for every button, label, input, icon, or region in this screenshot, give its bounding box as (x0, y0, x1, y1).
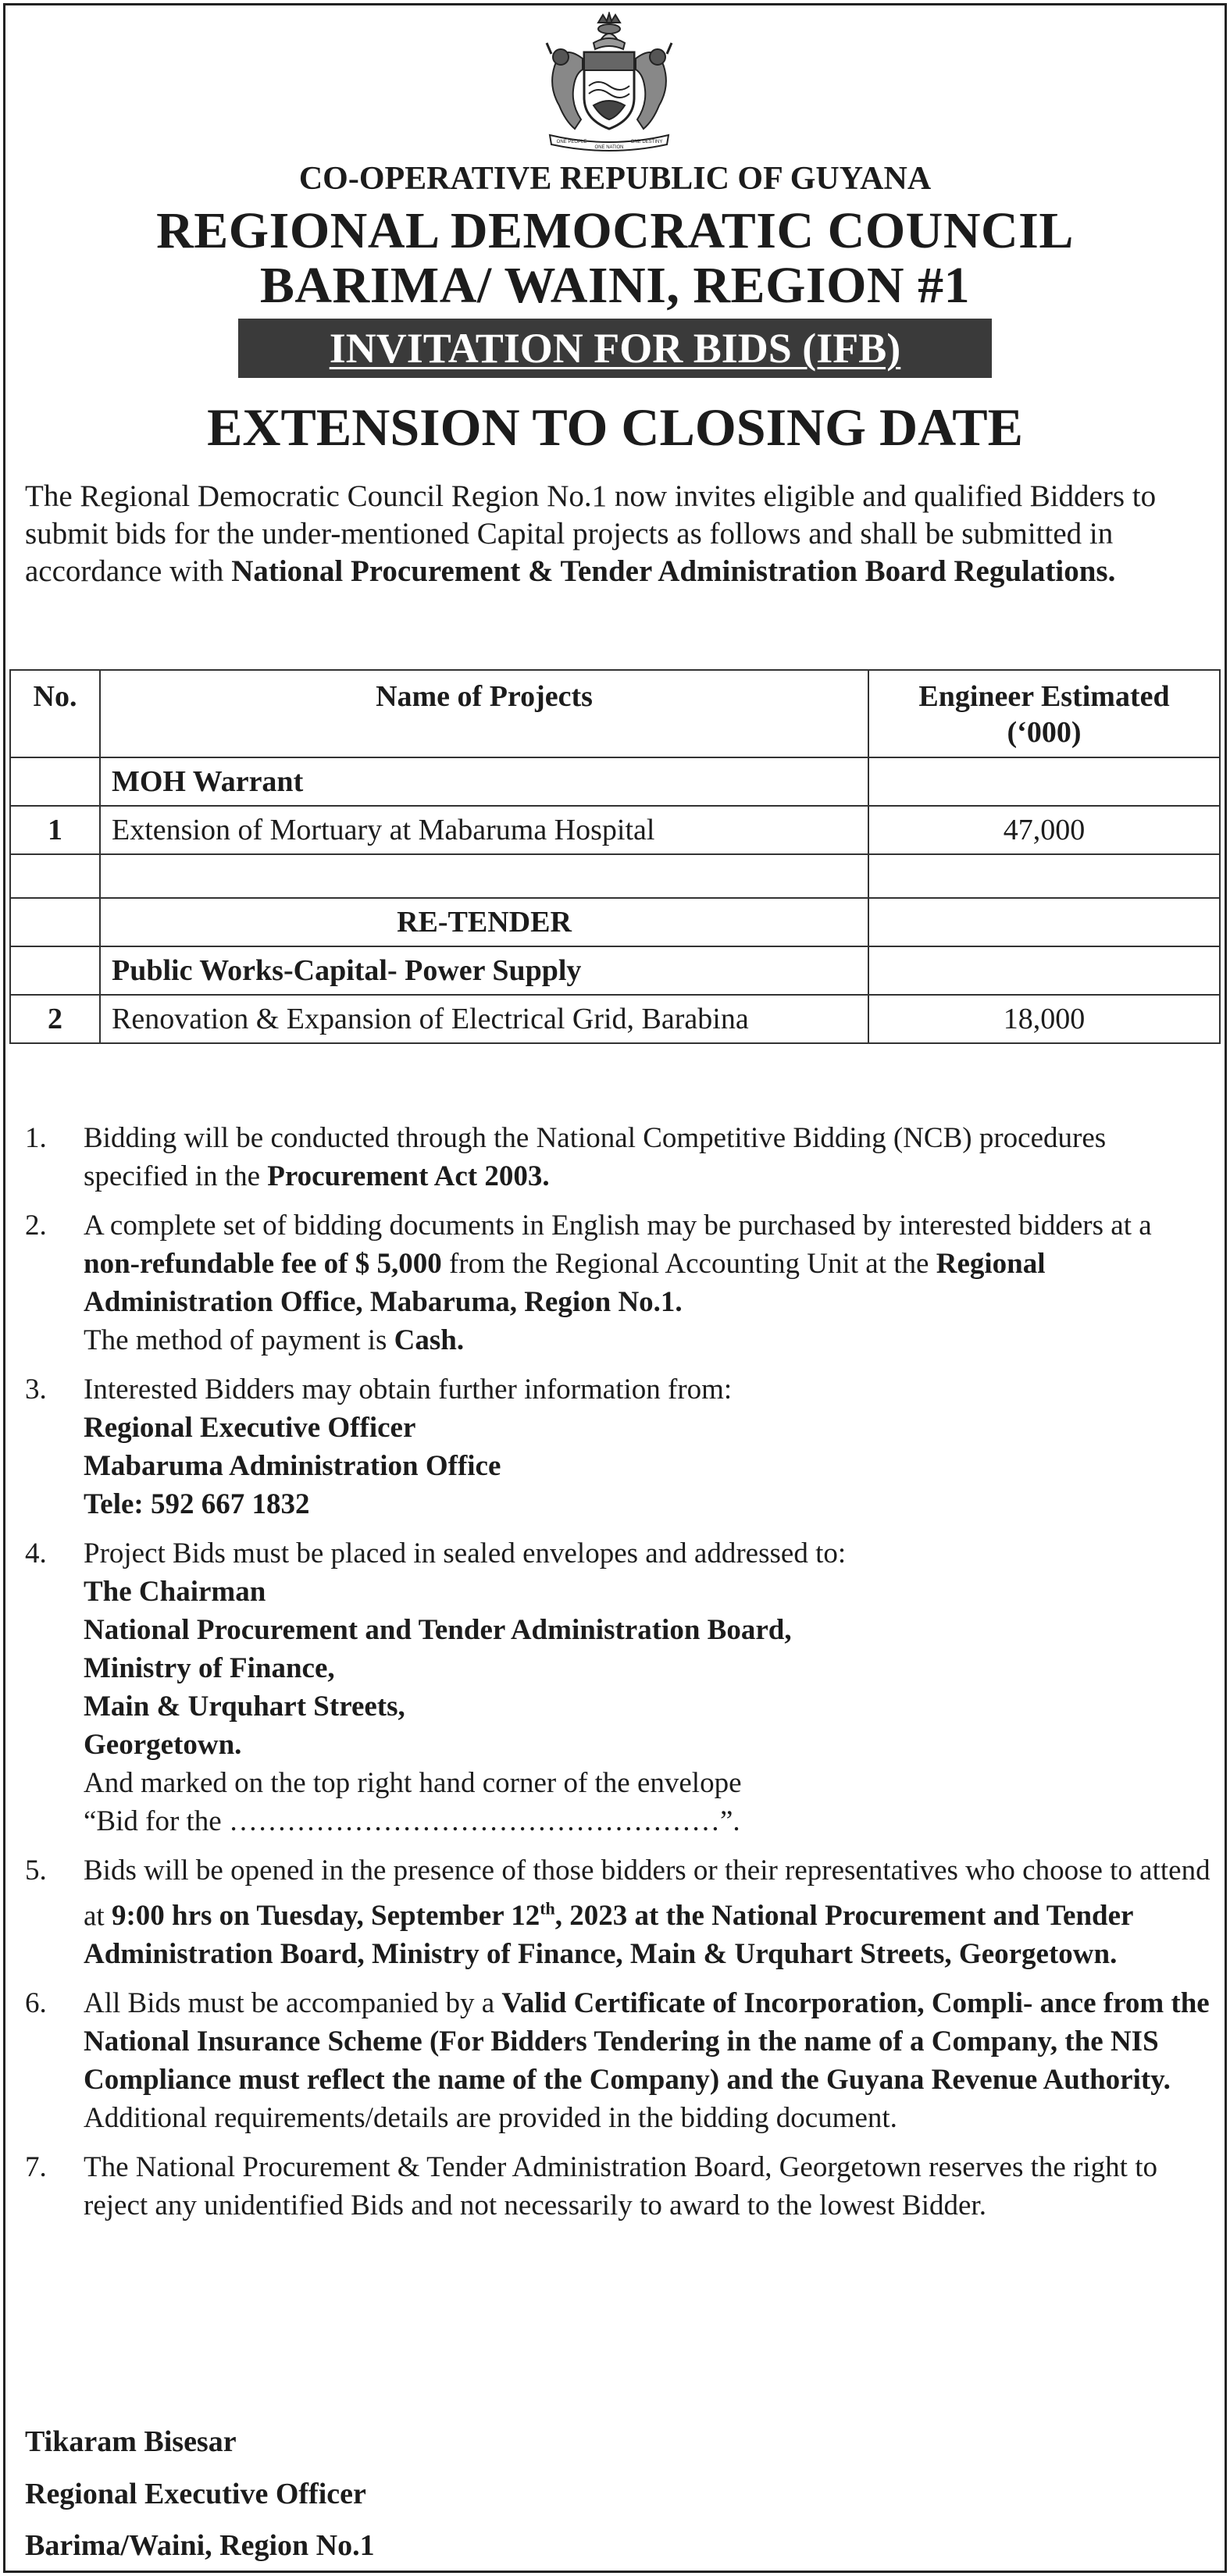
extension-heading: EXTENSION TO CLOSING DATE (207, 397, 1023, 457)
list-item (25, 1984, 1212, 2137)
header-name: Name of Projects (100, 670, 868, 757)
table-row (10, 946, 1220, 995)
item2-fee: non-refundable fee of $ 5,000 (84, 1248, 442, 1280)
projects-table (9, 669, 1221, 1044)
item-number: 3. (25, 1374, 47, 1406)
item5-text-a: Bids will be opened in the presence of those bidders or their representatives who choose to attend at (84, 1855, 1210, 1933)
row1-no: 1 (10, 806, 100, 854)
table-row (10, 995, 1220, 1043)
item3-line1: Regional Executive Officer (84, 1412, 416, 1444)
row2-estimate: 18,000 (868, 995, 1220, 1043)
table-cell (868, 757, 1220, 806)
table-row (10, 898, 1220, 946)
header-estimate-line2: (‘000) (1007, 716, 1082, 749)
signatory-name: Tikaram Bisesar (25, 2425, 237, 2458)
motto-center: ONE NATION (594, 145, 624, 150)
item-number: 6. (25, 1987, 47, 2020)
table-cell (100, 854, 868, 898)
item2-cash: Cash. (394, 1324, 465, 1356)
table-cell (868, 946, 1220, 995)
item7-text: The National Procurement & Tender Administration Board, Georgetown reserves the right to reject any unidentified Bids and not necessarily to award to the lowest Bidder. (84, 2151, 1157, 2222)
list-item (25, 1851, 1212, 1973)
table-cell (10, 946, 100, 995)
item4-text3: “Bid for the ……………………………………………”. (84, 1805, 740, 1837)
item4-line3: Ministry of Finance, (84, 1652, 335, 1684)
item1-text: Bidding will be conducted through the National Competitive Bidding (NCB) procedures specified in the (84, 1122, 1107, 1192)
item4-text2: And marked on the top right hand corner of the envelope (84, 1767, 742, 1799)
coat-of-arms-emblem (531, 12, 687, 152)
item3-line3: Tele: 592 667 1832 (84, 1488, 310, 1520)
terms-list (25, 1119, 1212, 2236)
intro-bold: National Procurement & Tender Administration Board Regulations. (231, 554, 1116, 588)
row1-estimate: 47,000 (868, 806, 1220, 854)
item-number: 5. (25, 1855, 47, 1887)
item4-line1: The Chairman (84, 1576, 266, 1608)
header-estimate (868, 670, 1220, 757)
motto-left: ONE PEOPLE (556, 140, 587, 144)
table-cell (10, 757, 100, 806)
item6-text-c: Additional requirements/details are provided in the bidding document. (84, 2102, 897, 2135)
list-item (25, 1206, 1212, 1359)
item2-text-c: from the Regional Accounting Unit at the (441, 1248, 936, 1280)
council-heading: REGIONAL DEMOCRATIC COUNCIL (156, 202, 1074, 259)
item2-text-e: The method of payment is (84, 1324, 394, 1356)
item1-bold: Procurement Act 2003. (267, 1160, 550, 1192)
item-number: 1. (25, 1122, 47, 1154)
table-header-row (10, 670, 1220, 757)
power-supply-heading: Public Works-Capital- Power Supply (100, 946, 868, 995)
table-cell (868, 854, 1220, 898)
item5-venue: , 2023 at the National Procurement and Tender Administration Board, Ministry of Finance, Main & Urquhart Streets, Georgetown. (84, 1900, 1133, 1971)
item4-line5: Georgetown. (84, 1729, 242, 1761)
row2-name: Renovation & Expansion of Electrical Grid, Barabina (100, 995, 868, 1043)
item6-requirements: Valid Certificate of Incorporation, Compli- ance from the National Insurance Scheme (For Bidders Tendering in the name of a Company, the NIS Compliance must reflect the name of the Company) and the Guyana Revenue Authority. (84, 1987, 1210, 2097)
ifb-banner-label: INVITATION FOR BIDS (IFB) (329, 325, 901, 372)
list-item (25, 1534, 1212, 1840)
item-number: 4. (25, 1537, 47, 1569)
row2-no: 2 (10, 995, 100, 1043)
region-heading: BARIMA/ WAINI, REGION #1 (259, 257, 971, 314)
moh-warrant-heading: MOH Warrant (100, 757, 868, 806)
header-estimate-line1: Engineer Estimated (918, 680, 1170, 713)
item2-text-a: A complete set of bidding documents in English may be purchased by interested bidders at a (84, 1210, 1152, 1242)
item5-date-text: 9:00 hrs on Tuesday, September 12 (111, 1900, 540, 1933)
item4-line4: Main & Urquhart Streets, (84, 1691, 405, 1723)
item-number: 7. (25, 2151, 47, 2184)
item4-line2: National Procurement and Tender Administration Board, (84, 1614, 792, 1646)
table-row (10, 757, 1220, 806)
item3-text: Interested Bidders may obtain further information from: (84, 1374, 733, 1406)
item-number: 2. (25, 1210, 47, 1242)
item3-line2: Mabaruma Administration Office (84, 1450, 501, 1482)
ifb-banner (238, 319, 992, 378)
item4-text: Project Bids must be placed in sealed envelopes and addressed to: (84, 1537, 847, 1569)
item5-date (84, 1900, 1133, 1970)
intro-text: The Regional Democratic Council Region No.1 now invites eligible and qualified Bidders to submit bids for the under-mentioned Capital projects as follows and shall be submitted in accordance with (25, 479, 1157, 588)
table-cell (10, 898, 100, 946)
table-cell (10, 854, 100, 898)
intro-paragraph (25, 478, 1208, 590)
list-item (25, 2148, 1212, 2225)
table-row (10, 806, 1220, 854)
item5-date-sup: th (540, 1899, 555, 1919)
list-item (25, 1119, 1212, 1195)
item6-text-a: All Bids must be accompanied by a (84, 1987, 502, 2020)
retender-heading: RE-TENDER (100, 898, 868, 946)
motto-right: ONE DESTINY (630, 140, 663, 144)
table-cell (868, 898, 1220, 946)
list-item (25, 1370, 1212, 1523)
header-no: No. (10, 670, 100, 757)
country-heading: CO-OPERATIVE REPUBLIC OF GUYANA (298, 161, 932, 197)
table-row (10, 854, 1220, 898)
signatory-place: Barima/Waini, Region No.1 (25, 2529, 375, 2562)
signatory-title: Regional Executive Officer (25, 2478, 366, 2510)
item2-office: Regional Administration Office, Mabaruma, Region No.1. (84, 1248, 1046, 1318)
row1-name: Extension of Mortuary at Mabaruma Hospital (100, 806, 868, 854)
